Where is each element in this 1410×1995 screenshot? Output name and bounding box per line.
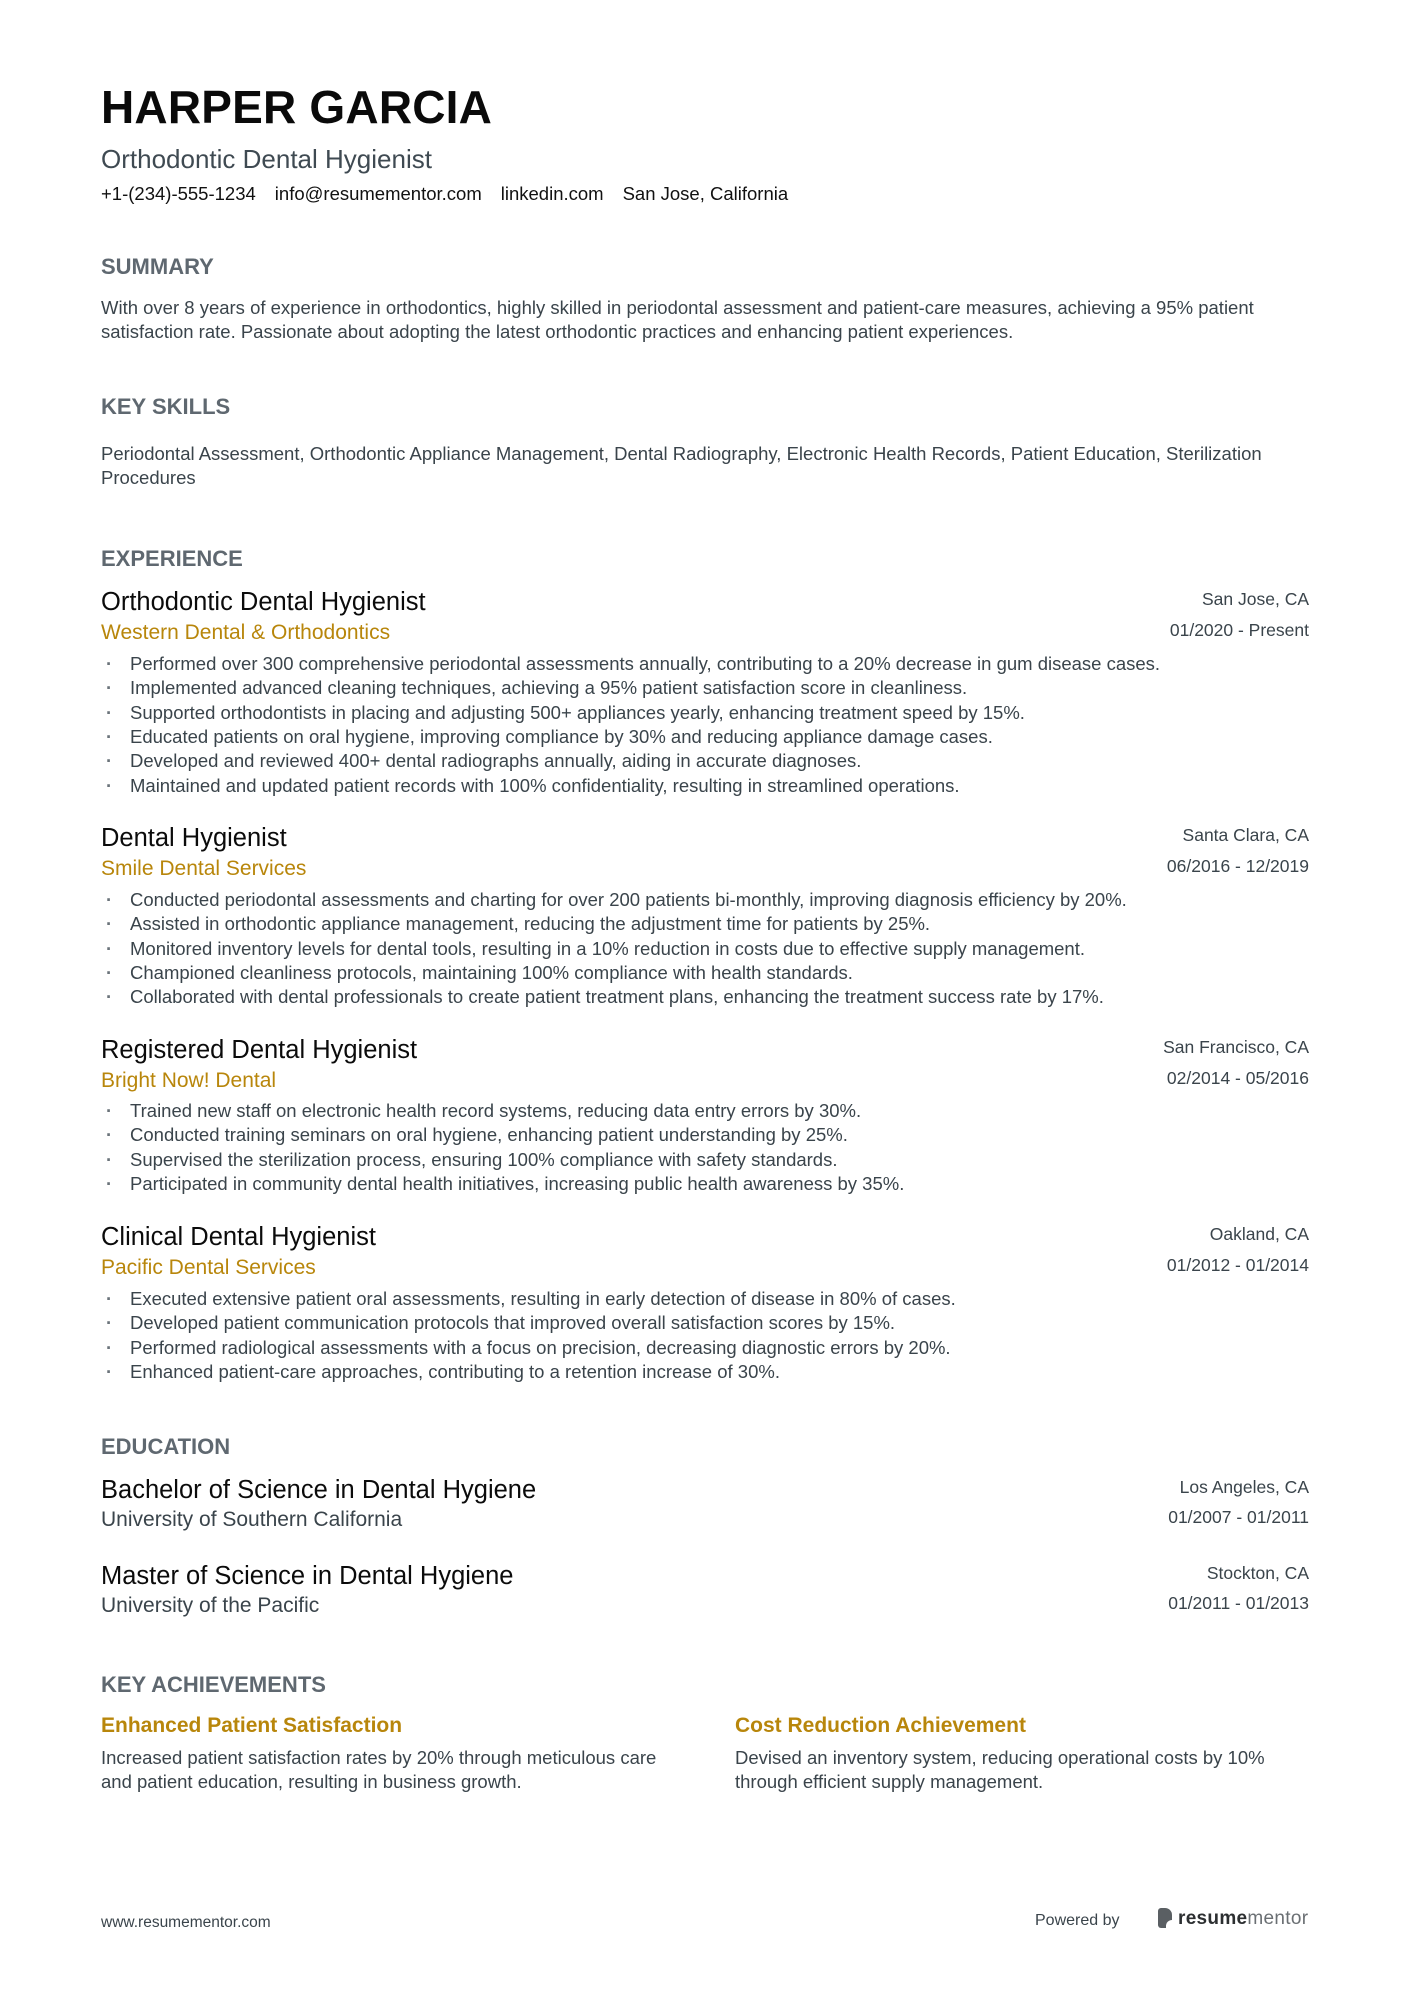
section-heading-skills: KEY SKILLS	[101, 394, 231, 419]
bullet: · Developed patient communication protocols that improved overall satisfaction scores by 15%.	[101, 1311, 1316, 1335]
school: University of Southern California	[101, 1508, 403, 1531]
job-bullets	[101, 1287, 1316, 1384]
degree: Master of Science in Dental Hygiene	[101, 1562, 514, 1590]
achievement-title: Cost Reduction Achievement	[735, 1714, 1026, 1737]
bullet: · Maintained and updated patient records with 100% confidentiality, resulting in streamlined operations.	[101, 774, 1316, 798]
bullet: · Monitored inventory levels for dental tools, resulting in a 10% reduction in costs due to effective supply management.	[101, 937, 1316, 961]
edu-dates: 01/2011 - 01/2013	[1168, 1593, 1309, 1613]
section-heading-summary: SUMMARY	[101, 254, 214, 279]
job-company: Pacific Dental Services	[101, 1256, 316, 1279]
degree: Bachelor of Science in Dental Hygiene	[101, 1476, 537, 1504]
skills-text: Periodontal Assessment, Orthodontic Appliance Management, Dental Radiography, Electronic Health Records, Patient Education, Sterilization Procedures	[101, 443, 1262, 489]
achievement-title: Enhanced Patient Satisfaction	[101, 1714, 403, 1737]
footer-website-link[interactable]: www.resumementor.com	[101, 1914, 271, 1931]
location: San Jose, California	[622, 183, 789, 204]
bullet: · Supervised the sterilization process, ensuring 100% compliance with safety standards.	[101, 1148, 1316, 1172]
bullet: · Executed extensive patient oral assessments, resulting in early detection of disease in 80% of cases.	[101, 1287, 1316, 1311]
job-dates: 01/2020 - Present	[1169, 620, 1309, 640]
edu-dates: 01/2007 - 01/2011	[1168, 1507, 1309, 1527]
achievement-text: Devised an inventory system, reducing operational costs by 10% through efficient supply management.	[735, 1747, 1265, 1793]
job-title: Orthodontic Dental Hygienist	[101, 588, 426, 616]
job-company: Bright Now! Dental	[101, 1069, 277, 1092]
phone: +1-(234)-555-1234	[101, 183, 256, 204]
bullet: · Developed and reviewed 400+ dental radiographs annually, aiding in accurate diagnoses.	[101, 749, 1316, 773]
bullet: · Educated patients on oral hygiene, improving compliance by 30% and reducing appliance damage cases.	[101, 725, 1316, 749]
brand-logo-link[interactable]	[1158, 1908, 1308, 1928]
bullet: · Championed cleanliness protocols, maintaining 100% compliance with health standards.	[101, 961, 1316, 985]
candidate-title: Orthodontic Dental Hygienist	[101, 144, 432, 174]
edu-location: Stockton, CA	[1206, 1563, 1309, 1583]
job-bullets	[101, 1099, 1316, 1196]
job-company: Smile Dental Services	[101, 857, 307, 880]
resumementor-logo-icon	[1158, 1908, 1172, 1928]
bullet: · Conducted periodontal assessments and charting for over 200 patients bi-monthly, improving diagnosis efficiency by 20%.	[101, 888, 1316, 912]
bullet: · Performed radiological assessments with a focus on precision, decreasing diagnostic errors by 20%.	[101, 1336, 1316, 1360]
section-heading-achievements: KEY ACHIEVEMENTS	[101, 1672, 326, 1697]
job-location: Oakland, CA	[1209, 1224, 1309, 1244]
job-location: Santa Clara, CA	[1182, 825, 1309, 845]
powered-by-label: Powered by	[1035, 1912, 1120, 1929]
job-location: San Francisco, CA	[1163, 1037, 1309, 1057]
job-dates: 02/2014 - 05/2016	[1166, 1068, 1309, 1088]
bullet: · Assisted in orthodontic appliance management, reducing the adjustment time for patients by 25%.	[101, 912, 1316, 936]
bullet: · Trained new staff on electronic health record systems, reducing data entry errors by 30%.	[101, 1099, 1316, 1123]
job-dates: 06/2016 - 12/2019	[1166, 856, 1309, 876]
job-dates: 01/2012 - 01/2014	[1166, 1255, 1309, 1275]
linkedin-link[interactable]: linkedin.com	[500, 183, 604, 204]
summary-text: With over 8 years of experience in orthodontics, highly skilled in periodontal assessment and patient-care measures, achieving a 95% patient satisfaction rate. Passionate about adopting the latest orthodontic practices and enhancing patient experiences.	[101, 297, 1254, 343]
job-bullets	[101, 652, 1316, 798]
candidate-name: HARPER GARCIA	[101, 81, 493, 133]
job-company: Western Dental & Orthodontics	[101, 621, 391, 644]
achievement-text: Increased patient satisfaction rates by 20% through meticulous care and patient education, resulting in business growth.	[101, 1747, 657, 1793]
job-title: Registered Dental Hygienist	[101, 1036, 418, 1064]
school: University of the Pacific	[101, 1594, 320, 1617]
bullet: · Participated in community dental health initiatives, increasing public health awareness by 35%.	[101, 1172, 1316, 1196]
job-title: Dental Hygienist	[101, 824, 287, 852]
email-link[interactable]: info@resumementor.com	[274, 183, 482, 204]
job-bullets	[101, 888, 1316, 1010]
bullet: · Supported orthodontists in placing and adjusting 500+ appliances yearly, enhancing treatment speed by 15%.	[101, 701, 1316, 725]
job-location: San Jose, CA	[1202, 589, 1309, 609]
contact-bar	[101, 185, 788, 204]
brand-wordmark: resumementor	[1178, 1907, 1309, 1929]
bullet: · Collaborated with dental professionals to create patient treatment plans, enhancing the treatment success rate by 17%.	[101, 985, 1316, 1009]
bullet: · Enhanced patient-care approaches, contributing to a retention increase of 30%.	[101, 1360, 1316, 1384]
job-title: Clinical Dental Hygienist	[101, 1223, 376, 1251]
bullet: · Implemented advanced cleaning techniques, achieving a 95% patient satisfaction score in cleanliness.	[101, 676, 1316, 700]
bullet: · Conducted training seminars on oral hygiene, enhancing patient understanding by 25%.	[101, 1123, 1316, 1147]
section-heading-experience: EXPERIENCE	[101, 546, 243, 571]
bullet: · Performed over 300 comprehensive periodontal assessments annually, contributing to a 20% decrease in gum disease cases.	[101, 652, 1316, 676]
edu-location: Los Angeles, CA	[1179, 1477, 1309, 1497]
section-heading-education: EDUCATION	[101, 1434, 231, 1459]
